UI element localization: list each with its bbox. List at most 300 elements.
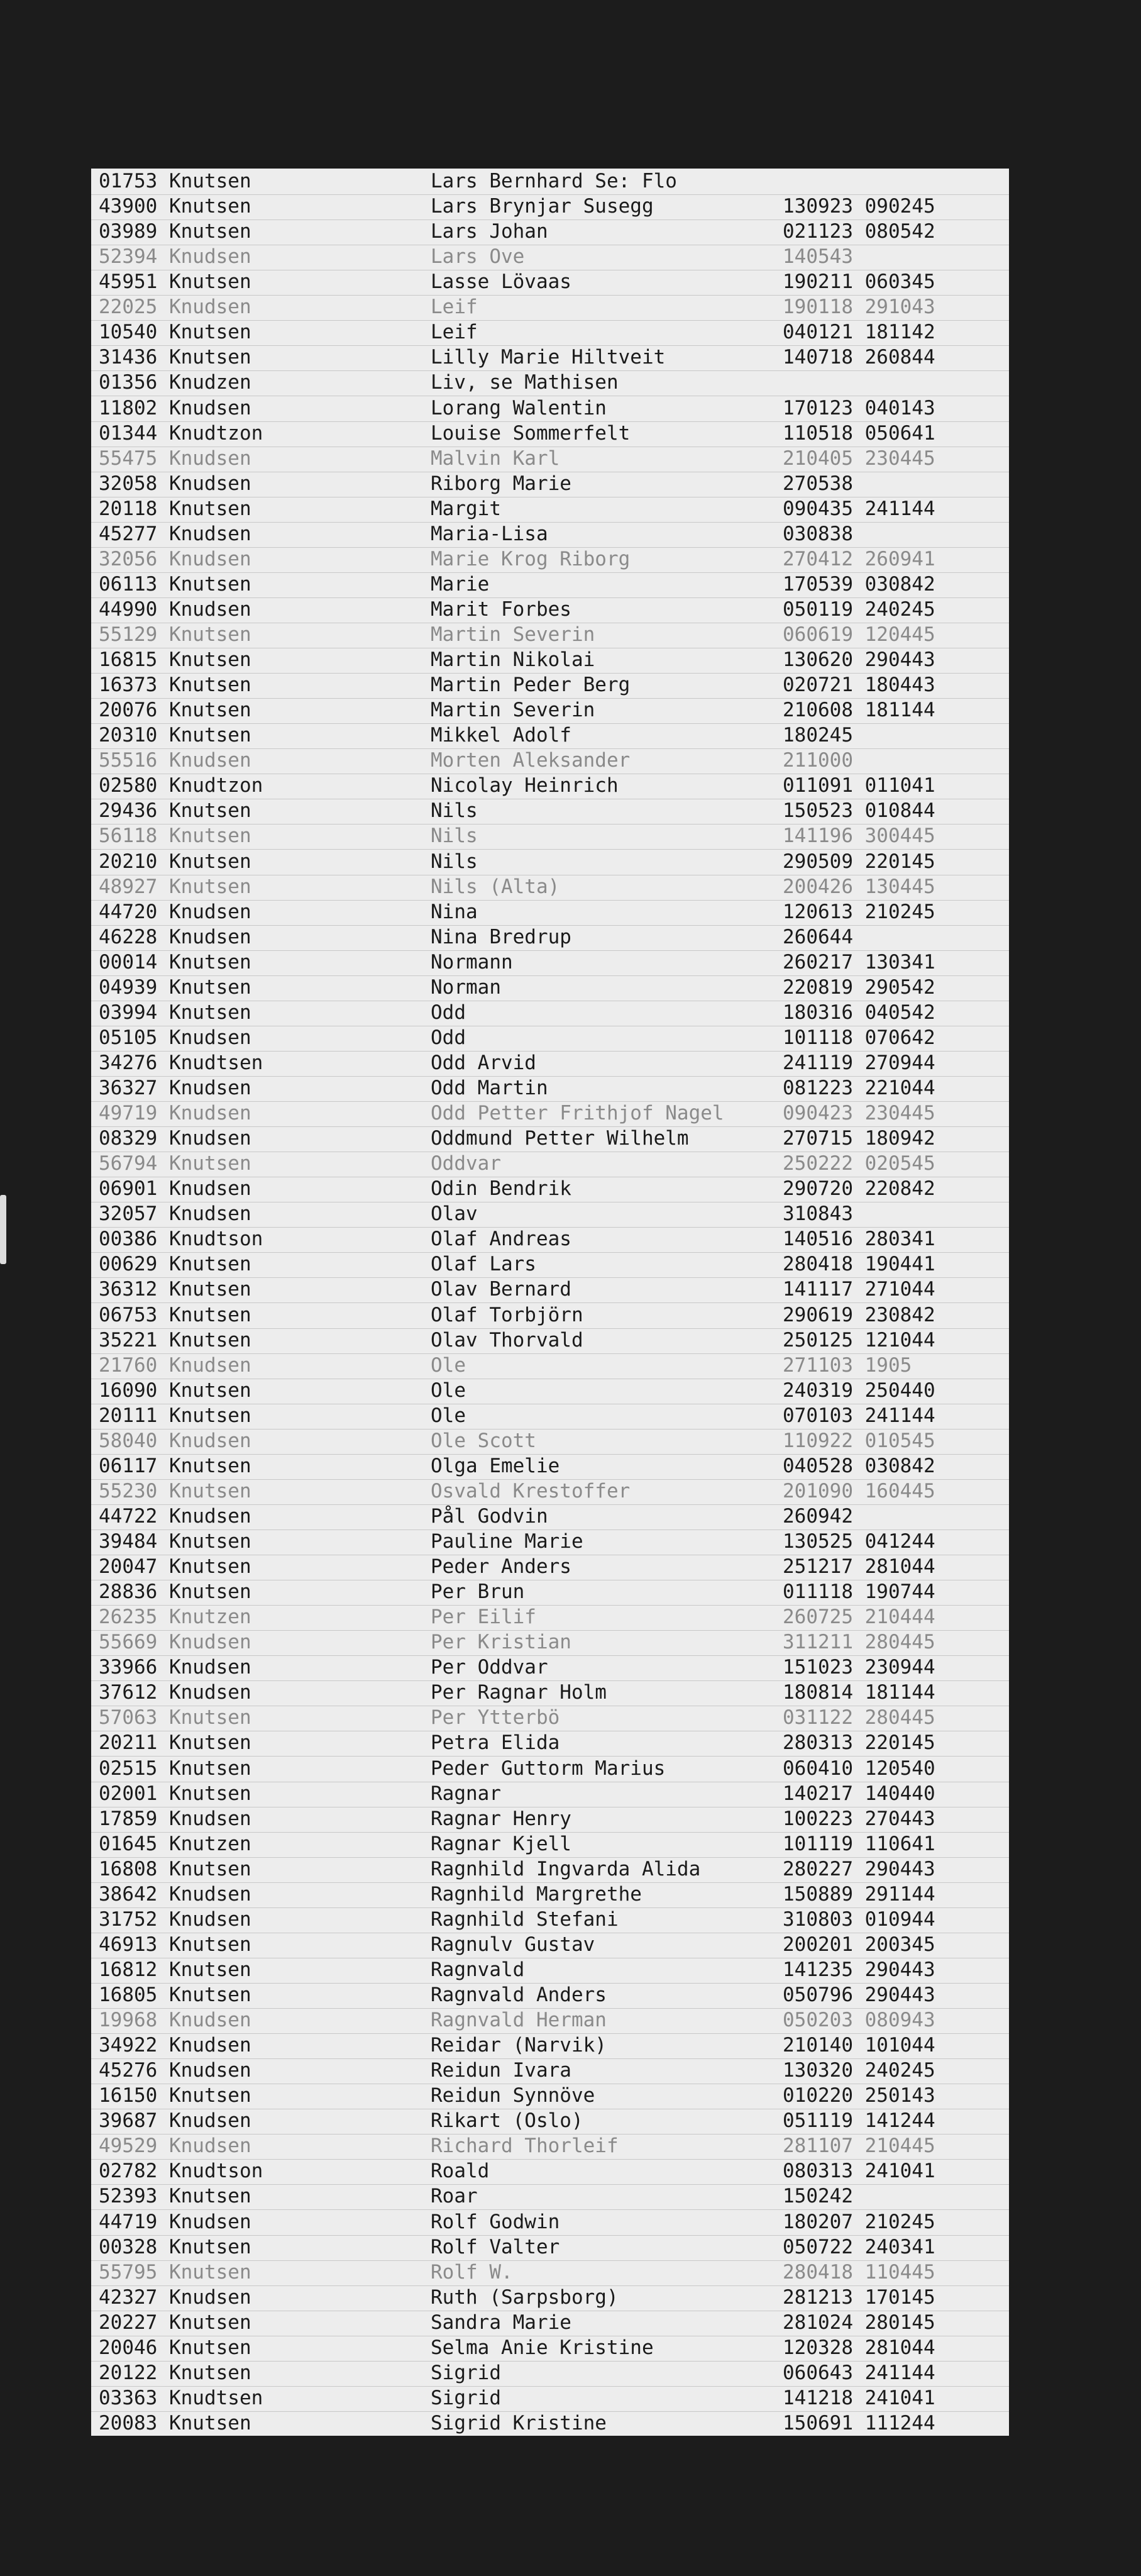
record-row — [91, 1554, 1009, 1580]
record-row — [91, 622, 1009, 648]
record-name: Peder Anders — [431, 1555, 571, 1578]
record-dates: 280418 110445 — [783, 2261, 935, 2284]
record-dates: 190118 291043 — [783, 296, 935, 318]
record-row — [91, 1857, 1009, 1883]
record-row — [91, 1151, 1009, 1177]
record-number: 49529 Knudsen — [99, 2135, 251, 2157]
record-dates: 270412 260941 — [783, 548, 935, 570]
record-row — [91, 597, 1009, 623]
record-row — [91, 2310, 1009, 2336]
record-number: 20111 Knutsen — [99, 1404, 251, 1427]
record-dates: 060619 120445 — [783, 623, 935, 646]
record-number: 32056 Knudsen — [99, 548, 251, 570]
record-number: 20211 Knutsen — [99, 1731, 251, 1754]
record-name: Lorang Walentin — [431, 397, 607, 419]
record-name: Ole — [431, 1404, 466, 1427]
record-dates: 060410 120540 — [783, 1757, 935, 1780]
record-row — [91, 169, 1009, 195]
record-row — [91, 1328, 1009, 1354]
record-name: Olav Bernard — [431, 1278, 571, 1301]
record-row — [91, 2335, 1009, 2362]
record-row — [91, 950, 1009, 976]
record-number: 55669 Knudsen — [99, 1631, 251, 1653]
record-dates: 270538 — [783, 472, 853, 495]
record-name: Nils (Alta) — [431, 875, 560, 898]
record-number: 31436 Knutsen — [99, 346, 251, 369]
record-name: Ragnhild Margrethe — [431, 1883, 642, 1906]
record-row — [91, 723, 1009, 749]
record-row — [91, 1655, 1009, 1681]
record-number: 19968 Knudsen — [99, 2009, 251, 2031]
record-row — [91, 748, 1009, 774]
record-name: Odin Bendrik — [431, 1177, 571, 1200]
record-dates: 150242 — [783, 2185, 853, 2207]
record-row — [91, 1504, 1009, 1530]
record-number: 55230 Knutsen — [99, 1480, 251, 1502]
record-row — [91, 1479, 1009, 1505]
record-row — [91, 219, 1009, 245]
record-row — [91, 773, 1009, 799]
record-number: 32057 Knudsen — [99, 1202, 251, 1225]
record-number: 08329 Knudsen — [99, 1127, 251, 1150]
record-name: Ragnvald — [431, 1958, 525, 1981]
record-name: Reidun Synnöve — [431, 2084, 595, 2107]
record-dates: 190211 060345 — [783, 270, 935, 293]
record-row — [91, 1252, 1009, 1278]
record-number: 44720 Knudsen — [99, 901, 251, 923]
record-dates: 270715 180942 — [783, 1127, 935, 1150]
record-dates: 140543 — [783, 245, 853, 268]
record-dates: 150523 010844 — [783, 799, 935, 822]
record-number: 20076 Knutsen — [99, 699, 251, 721]
record-dates: 220819 290542 — [783, 976, 935, 999]
record-row — [91, 2385, 1009, 2412]
record-row — [91, 2007, 1009, 2034]
record-row — [91, 2184, 1009, 2210]
record-name: Pål Godvin — [431, 1505, 548, 1528]
record-dates: 271103 1905 — [783, 1354, 912, 1377]
record-name: Ole Scott — [431, 1430, 536, 1452]
record-name: Lars Johan — [431, 220, 548, 243]
record-dates: 150889 291144 — [783, 1883, 935, 1906]
record-row — [91, 2033, 1009, 2059]
record-row — [91, 647, 1009, 674]
record-row — [91, 1428, 1009, 1455]
record-name: Lars Bernhard Se: Flo — [431, 170, 677, 192]
record-dates: 031122 280445 — [783, 1706, 935, 1729]
record-row — [91, 572, 1009, 598]
record-dates: 201090 160445 — [783, 1480, 935, 1502]
record-name: Rikart (Oslo) — [431, 2109, 583, 2132]
record-name: Odd Petter Frithjof Nagel — [431, 1102, 724, 1124]
record-number: 49719 Knudsen — [99, 1102, 251, 1124]
record-number: 45276 Knudsen — [99, 2059, 251, 2082]
record-name: Ole — [431, 1354, 466, 1377]
record-dates: 170539 030842 — [783, 573, 935, 596]
record-row — [91, 1000, 1009, 1026]
record-number: 39687 Knudsen — [99, 2109, 251, 2132]
record-number: 03363 Knudtsen — [99, 2387, 263, 2409]
record-dates: 290619 230842 — [783, 1304, 935, 1326]
record-dates: 150691 111244 — [783, 2412, 935, 2434]
record-name: Per Brun — [431, 1580, 525, 1603]
record-name: Lars Ove — [431, 245, 525, 268]
record-number: 34276 Knudtsen — [99, 1052, 263, 1074]
record-row — [91, 319, 1009, 346]
record-number: 48927 Knutsen — [99, 875, 251, 898]
record-dates: 140217 140440 — [783, 1782, 935, 1805]
record-name: Riborg Marie — [431, 472, 571, 495]
record-dates: 251217 281044 — [783, 1555, 935, 1578]
record-row — [91, 1176, 1009, 1202]
record-dates: 180814 181144 — [783, 1681, 935, 1704]
record-number: 16373 Knutsen — [99, 674, 251, 696]
record-number: 55475 Knudsen — [99, 447, 251, 470]
record-number: 52393 Knutsen — [99, 2185, 251, 2207]
record-row — [91, 1932, 1009, 1958]
record-number: 33966 Knudsen — [99, 1656, 251, 1679]
record-dates: 280313 220145 — [783, 1731, 935, 1754]
record-name: Liv, se Mathisen — [431, 371, 619, 394]
record-dates: 260644 — [783, 926, 853, 948]
record-name: Ragnhild Stefani — [431, 1908, 619, 1931]
record-name: Nils — [431, 850, 478, 873]
record-name: Nicolay Heinrich — [431, 774, 619, 797]
record-name: Louise Sommerfelt — [431, 422, 631, 445]
record-number: 45951 Knutsen — [99, 270, 251, 293]
record-number: 21760 Knudsen — [99, 1354, 251, 1377]
record-row — [91, 2260, 1009, 2286]
record-name: Nina — [431, 901, 478, 923]
record-dates: 151023 230944 — [783, 1656, 935, 1679]
record-dates: 141218 241041 — [783, 2387, 935, 2409]
record-name: Roar — [431, 2185, 478, 2207]
record-row — [91, 1831, 1009, 1858]
record-number: 16150 Knutsen — [99, 2084, 251, 2107]
record-name: Olaf Torbjörn — [431, 1304, 583, 1326]
record-dates: 200426 130445 — [783, 875, 935, 898]
record-number: 20118 Knutsen — [99, 497, 251, 520]
record-number: 00629 Knutsen — [99, 1253, 251, 1275]
film-edge — [0, 1195, 6, 1264]
record-row — [91, 1453, 1009, 1480]
record-name: Per Kristian — [431, 1631, 571, 1653]
record-name: Rolf Valter — [431, 2236, 560, 2258]
record-row — [91, 2108, 1009, 2135]
record-row — [91, 244, 1009, 270]
record-number: 31752 Knudsen — [99, 1908, 251, 1931]
record-dates: 130525 041244 — [783, 1530, 935, 1553]
record-row — [91, 421, 1009, 447]
record-name: Petra Elida — [431, 1731, 560, 1754]
record-name: Olaf Andreas — [431, 1228, 571, 1250]
record-name: Pauline Marie — [431, 1530, 583, 1553]
record-dates: 051119 141244 — [783, 2109, 935, 2132]
record-dates: 311211 280445 — [783, 1631, 935, 1653]
record-name: Ruth (Sarpsborg) — [431, 2286, 619, 2309]
record-dates: 020721 180443 — [783, 674, 935, 696]
record-dates: 110518 050641 — [783, 422, 935, 445]
record-number: 01645 Knutzen — [99, 1833, 251, 1855]
record-row — [91, 2083, 1009, 2109]
record-dates: 090435 241144 — [783, 497, 935, 520]
record-dates: 011118 190744 — [783, 1580, 935, 1603]
record-name: Lilly Marie Hiltveit — [431, 346, 666, 369]
record-number: 39484 Knutsen — [99, 1530, 251, 1553]
record-row — [91, 1806, 1009, 1833]
record-number: 03989 Knutsen — [99, 220, 251, 243]
record-number: 02515 Knutsen — [99, 1757, 251, 1780]
record-dates: 241119 270944 — [783, 1052, 935, 1074]
record-name: Norman — [431, 976, 501, 999]
record-name: Per Ragnar Holm — [431, 1681, 607, 1704]
record-number: 20227 Knutsen — [99, 2311, 251, 2334]
record-dates: 081223 221044 — [783, 1077, 935, 1099]
record-number: 56794 Knutsen — [99, 1152, 251, 1175]
record-dates: 260942 — [783, 1505, 853, 1528]
record-name: Odd — [431, 1026, 466, 1049]
record-number: 55795 Knutsen — [99, 2261, 251, 2284]
record-row — [91, 471, 1009, 497]
record-number: 44990 Knudsen — [99, 598, 251, 621]
record-name: Lasse Lövaas — [431, 270, 571, 293]
record-name: Marit Forbes — [431, 598, 571, 621]
record-dates: 310843 — [783, 1202, 853, 1225]
record-name: Ragnulv Gustav — [431, 1933, 595, 1956]
record-dates: 070103 241144 — [783, 1404, 935, 1427]
record-name: Per Oddvar — [431, 1656, 548, 1679]
record-dates: 250222 020545 — [783, 1152, 935, 1175]
record-name: Sigrid — [431, 2387, 501, 2409]
record-row — [91, 1075, 1009, 1102]
record-row — [91, 975, 1009, 1001]
record-dates: 200201 200345 — [783, 1933, 935, 1956]
record-name: Per Eilif — [431, 1606, 536, 1628]
record-name: Per Ytterbö — [431, 1706, 560, 1729]
record-name: Marie — [431, 573, 490, 596]
record-number: 02782 Knudtson — [99, 2160, 263, 2182]
record-dates: 120328 281044 — [783, 2336, 935, 2359]
record-row — [91, 1126, 1009, 1152]
record-row — [91, 899, 1009, 926]
record-number: 20083 Knutsen — [99, 2412, 251, 2434]
record-number: 16090 Knutsen — [99, 1379, 251, 1402]
record-number: 02580 Knudtzon — [99, 774, 263, 797]
record-name: Martin Nikolai — [431, 648, 595, 671]
record-row — [91, 1025, 1009, 1052]
record-row — [91, 2360, 1009, 2387]
record-number: 06901 Knudsen — [99, 1177, 251, 1200]
record-dates: 040528 030842 — [783, 1455, 935, 1477]
record-dates: 050119 240245 — [783, 598, 935, 621]
record-dates: 210405 230445 — [783, 447, 935, 470]
record-row — [91, 924, 1009, 951]
record-number: 00386 Knudtson — [99, 1228, 263, 1250]
record-name: Oddvar — [431, 1152, 501, 1175]
record-dates: 260725 210444 — [783, 1606, 935, 1628]
record-number: 44722 Knudsen — [99, 1505, 251, 1528]
record-number: 55516 Knudsen — [99, 749, 251, 772]
record-number: 01344 Knudtzon — [99, 422, 263, 445]
record-dates: 281107 210445 — [783, 2135, 935, 2157]
record-name: Ragnar — [431, 1782, 501, 1805]
record-name: Reidun Ivara — [431, 2059, 571, 2082]
record-row — [91, 1957, 1009, 1984]
record-dates: 290720 220842 — [783, 1177, 935, 1200]
record-dates: 281024 280145 — [783, 2311, 935, 2334]
record-row — [91, 547, 1009, 573]
record-name: Sandra Marie — [431, 2311, 571, 2334]
record-row — [91, 396, 1009, 422]
record-row — [91, 269, 1009, 296]
record-number: 20310 Knutsen — [99, 724, 251, 747]
record-number: 16808 Knutsen — [99, 1858, 251, 1880]
record-row — [91, 1201, 1009, 1228]
record-number: 05105 Knudsen — [99, 1026, 251, 1049]
record-dates: 310803 010944 — [783, 1908, 935, 1931]
record-number: 35221 Knutsen — [99, 1329, 251, 1352]
record-number: 20047 Knutsen — [99, 1555, 251, 1578]
record-name: Sigrid Kristine — [431, 2412, 607, 2434]
record-row — [91, 496, 1009, 523]
record-number: 46913 Knutsen — [99, 1933, 251, 1956]
record-number: 01356 Knudzen — [99, 371, 251, 394]
record-name: Reidar (Narvik) — [431, 2034, 607, 2057]
record-name: Nils — [431, 799, 478, 822]
record-name: Odd Martin — [431, 1077, 548, 1099]
record-row — [91, 1781, 1009, 1807]
record-row — [91, 2209, 1009, 2236]
record-row — [91, 2411, 1009, 2436]
record-row — [91, 194, 1009, 220]
record-number: 04939 Knutsen — [99, 976, 251, 999]
record-name: Olav — [431, 1202, 478, 1225]
record-number: 06117 Knutsen — [99, 1455, 251, 1477]
record-dates: 141196 300445 — [783, 824, 935, 847]
record-number: 20122 Knutsen — [99, 2362, 251, 2384]
record-row — [91, 2158, 1009, 2185]
record-row — [91, 1353, 1009, 1379]
record-number: 55129 Knutsen — [99, 623, 251, 646]
record-row — [91, 1101, 1009, 1127]
record-dates: 080313 241041 — [783, 2160, 935, 2182]
record-dates: 240319 250440 — [783, 1379, 935, 1402]
record-dates: 260217 130341 — [783, 951, 935, 974]
record-number: 22025 Knudsen — [99, 296, 251, 318]
record-name: Normann — [431, 951, 513, 974]
record-row — [91, 823, 1009, 850]
record-number: 29436 Knutsen — [99, 799, 251, 822]
record-name: Ole — [431, 1379, 466, 1402]
record-row — [91, 1403, 1009, 1430]
record-row — [91, 672, 1009, 699]
record-dates: 011091 011041 — [783, 774, 935, 797]
record-number: 36312 Knutsen — [99, 1278, 251, 1301]
record-row — [91, 1882, 1009, 1908]
record-name: Malvin Karl — [431, 447, 560, 470]
record-dates: 280418 190441 — [783, 1253, 935, 1275]
record-number: 01753 Knutsen — [99, 170, 251, 192]
record-dates: 101118 070642 — [783, 1026, 935, 1049]
record-dates: 040121 181142 — [783, 321, 935, 343]
record-dates: 180245 — [783, 724, 853, 747]
record-number: 02001 Knutsen — [99, 1782, 251, 1805]
record-row — [91, 1756, 1009, 1782]
record-row — [91, 1226, 1009, 1253]
record-row — [91, 2058, 1009, 2084]
record-row — [91, 697, 1009, 724]
record-dates: 141235 290443 — [783, 1958, 935, 1981]
record-name: Martin Severin — [431, 623, 595, 646]
record-name: Osvald Krestoffer — [431, 1480, 631, 1502]
record-dates: 060643 241144 — [783, 2362, 935, 2384]
record-name: Leif — [431, 296, 478, 318]
record-name: Lars Brynjar Susegg — [431, 195, 654, 218]
record-row — [91, 1982, 1009, 2009]
record-number: 52394 Knudsen — [99, 245, 251, 268]
record-row — [91, 1730, 1009, 1757]
record-name: Rolf Godwin — [431, 2211, 560, 2233]
record-name: Ragnhild Ingvarda Alida — [431, 1858, 701, 1880]
record-row — [91, 2133, 1009, 2160]
record-number: 57063 Knutsen — [99, 1706, 251, 1729]
record-number: 45277 Knudsen — [99, 523, 251, 545]
record-name: Olga Emelie — [431, 1455, 560, 1477]
record-row — [91, 1629, 1009, 1656]
record-number: 28836 Knutsen — [99, 1580, 251, 1603]
record-name: Leif — [431, 321, 478, 343]
record-row — [91, 294, 1009, 321]
record-name: Rolf W. — [431, 2261, 513, 2284]
record-dates: 290509 220145 — [783, 850, 935, 873]
record-name: Olaf Lars — [431, 1253, 536, 1275]
record-row — [91, 345, 1009, 371]
record-number: 00014 Knutsen — [99, 951, 251, 974]
record-number: 58040 Knudsen — [99, 1430, 251, 1452]
record-dates: 110922 010545 — [783, 1430, 935, 1452]
record-name: Selma Anie Kristine — [431, 2336, 654, 2359]
record-name: Odd Arvid — [431, 1052, 536, 1074]
record-number: 36327 Knudsen — [99, 1077, 251, 1099]
record-dates: 130923 090245 — [783, 195, 935, 218]
record-number: 06753 Knutsen — [99, 1304, 251, 1326]
record-dates: 210140 101044 — [783, 2034, 935, 2057]
record-dates: 021123 080542 — [783, 220, 935, 243]
record-name: Roald — [431, 2160, 490, 2182]
record-dates: 030838 — [783, 523, 853, 545]
record-dates: 170123 040143 — [783, 397, 935, 419]
record-number: 56118 Knutsen — [99, 824, 251, 847]
record-dates: 100223 270443 — [783, 1807, 935, 1830]
record-dates: 140718 260844 — [783, 346, 935, 369]
record-name: Ragnar Kjell — [431, 1833, 571, 1855]
record-dates: 281213 170145 — [783, 2286, 935, 2309]
record-number: 20046 Knutsen — [99, 2336, 251, 2359]
record-number: 00328 Knutsen — [99, 2236, 251, 2258]
record-number: 16815 Knutsen — [99, 648, 251, 671]
record-dates: 250125 121044 — [783, 1329, 935, 1352]
record-name: Sigrid — [431, 2362, 501, 2384]
record-row — [91, 1378, 1009, 1404]
record-dates: 140516 280341 — [783, 1228, 935, 1250]
record-number: 46228 Knudsen — [99, 926, 251, 948]
record-row — [91, 1705, 1009, 1731]
record-row — [91, 446, 1009, 472]
record-name: Odd — [431, 1001, 466, 1024]
record-name: Ragnvald Herman — [431, 2009, 607, 2031]
record-row — [91, 370, 1009, 396]
record-dates: 211000 — [783, 749, 853, 772]
